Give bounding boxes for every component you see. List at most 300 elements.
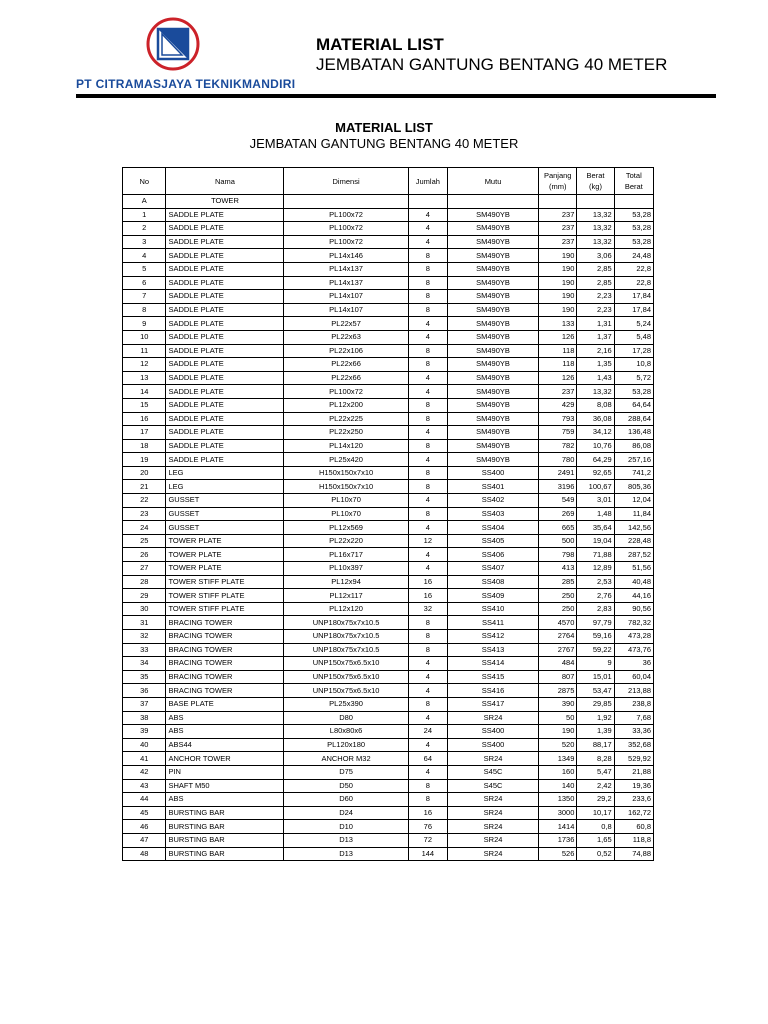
cell-nama: SADDLE PLATE [166,303,284,317]
cell-no: 13 [123,371,166,385]
cell-mutu: SS410 [448,602,539,616]
table-row [123,398,654,412]
table-row [123,779,654,793]
cell-mutu: SM490YB [448,317,539,331]
cell-no: 14 [123,385,166,399]
cell-no: 21 [123,480,166,494]
cell-no: 19 [123,453,166,467]
cell-total: 11,84 [614,507,653,521]
cell-berat: 36,08 [577,412,614,426]
cell-dimensi: PL100x72 [284,385,408,399]
cell-jumlah: 8 [408,439,447,453]
cell-panjang: 237 [539,235,577,249]
cell-jumlah: 8 [408,344,447,358]
cell-total: 782,32 [614,616,653,630]
cell-dimensi: D10 [284,820,408,834]
cell-jumlah: 4 [408,657,447,671]
table-row [123,235,654,249]
cell-no: 11 [123,344,166,358]
col-header-nama: Nama [166,168,284,195]
cell-panjang: 1736 [539,833,577,847]
table-row [123,711,654,725]
cell-no: 4 [123,249,166,263]
cell-berat: 2,42 [577,779,614,793]
cell-mutu: SM490YB [448,235,539,249]
cell-panjang: 1349 [539,752,577,766]
cell-berat: 3,01 [577,494,614,508]
cell-panjang: 190 [539,303,577,317]
cell-berat: 100,67 [577,480,614,494]
cell-total: 60,8 [614,820,653,834]
document-title: MATERIAL LIST [335,120,433,135]
cell-jumlah: 4 [408,684,447,698]
cell-dimensi: ANCHOR M32 [284,752,408,766]
table-row [123,412,654,426]
cell-mutu: SR24 [448,711,539,725]
cell-no: 28 [123,575,166,589]
table-row [123,725,654,739]
cell-no: 48 [123,847,166,861]
cell-mutu: SR24 [448,820,539,834]
cell-nama: SADDLE PLATE [166,235,284,249]
cell-total: 17,84 [614,303,653,317]
cell-mutu: SS409 [448,589,539,603]
table-row [123,630,654,644]
cell-panjang: 160 [539,765,577,779]
cell-no: 27 [123,562,166,576]
cell-total: 805,36 [614,480,653,494]
cell-no: 10 [123,330,166,344]
cell-mutu: SS413 [448,643,539,657]
cell-total: 17,28 [614,344,653,358]
cell-no: 33 [123,643,166,657]
cell-dimensi: PL10x70 [284,507,408,521]
cell-no: 39 [123,725,166,739]
cell-no: 38 [123,711,166,725]
table-row [123,738,654,752]
table-row [123,480,654,494]
header-divider [76,94,716,98]
cell-nama: ABS44 [166,738,284,752]
cell-mutu: SM490YB [448,453,539,467]
cell-jumlah: 4 [408,670,447,684]
cell-total: 21,88 [614,765,653,779]
cell-jumlah: 8 [408,793,447,807]
cell-nama: BURSTING BAR [166,806,284,820]
cell-panjang: 126 [539,330,577,344]
cell-berat: 8,28 [577,752,614,766]
cell-panjang: 133 [539,317,577,331]
cell-jumlah: 16 [408,806,447,820]
cell-mutu: SS400 [448,725,539,739]
cell-no: 32 [123,630,166,644]
cell-jumlah: 4 [408,330,447,344]
cell-jumlah: 4 [408,494,447,508]
cell-jumlah: 4 [408,371,447,385]
cell-no: 8 [123,303,166,317]
cell-total: 473,76 [614,643,653,657]
cell-jumlah: 4 [408,711,447,725]
cell-jumlah: 24 [408,725,447,739]
cell-nama: SADDLE PLATE [166,222,284,236]
cell-jumlah: 8 [408,616,447,630]
table-row [123,793,654,807]
cell-panjang: 793 [539,412,577,426]
cell-no: 12 [123,358,166,372]
cell-no: 47 [123,833,166,847]
cell-panjang: 807 [539,670,577,684]
cell-panjang: 118 [539,358,577,372]
table-row [123,670,654,684]
cell-berat: 1,37 [577,330,614,344]
cell-dimensi: D50 [284,779,408,793]
cell-dimensi: PL22x63 [284,330,408,344]
cell-panjang: 269 [539,507,577,521]
cell-mutu: S45C [448,765,539,779]
cell-mutu: SR24 [448,806,539,820]
company-logo-icon [146,17,200,71]
cell-mutu: SS412 [448,630,539,644]
cell-nama: SHAFT M50 [166,779,284,793]
cell-panjang: 2767 [539,643,577,657]
cell-berat: 1,43 [577,371,614,385]
cell-total: 233,6 [614,793,653,807]
table-row [123,290,654,304]
cell-panjang: 2764 [539,630,577,644]
cell-total: 74,88 [614,847,653,861]
cell-panjang: 549 [539,494,577,508]
cell-berat: 1,31 [577,317,614,331]
cell-no: 31 [123,616,166,630]
cell-nama: BRACING TOWER [166,643,284,657]
cell-dimensi: H150x150x7x10 [284,466,408,480]
cell-no: 36 [123,684,166,698]
cell-panjang: 429 [539,398,577,412]
cell-total: 257,16 [614,453,653,467]
cell-jumlah: 4 [408,453,447,467]
table-row [123,262,654,276]
cell-jumlah: 8 [408,697,447,711]
cell-no: 42 [123,765,166,779]
cell-mutu: SM490YB [448,371,539,385]
cell-no: 9 [123,317,166,331]
col-header-berat: Berat (kg) [577,168,614,195]
cell-dimensi: PL14x137 [284,262,408,276]
cell-no: 3 [123,235,166,249]
table-row [123,222,654,236]
cell-dimensi: PL12x569 [284,521,408,535]
cell-panjang: 2875 [539,684,577,698]
cell-jumlah: 8 [408,630,447,644]
cell-panjang: 126 [539,371,577,385]
cell-dimensi: PL25x420 [284,453,408,467]
col-header-mutu: Mutu [448,168,539,195]
empty-cell [577,195,614,209]
cell-berat: 10,17 [577,806,614,820]
cell-berat: 1,65 [577,833,614,847]
cell-berat: 1,48 [577,507,614,521]
cell-total: 53,28 [614,208,653,222]
table-row [123,330,654,344]
cell-total: 24,48 [614,249,653,263]
table-row [123,575,654,589]
cell-panjang: 390 [539,697,577,711]
cell-nama: SADDLE PLATE [166,371,284,385]
cell-total: 36 [614,657,653,671]
cell-total: 741,2 [614,466,653,480]
cell-dimensi: PL10x70 [284,494,408,508]
cell-berat: 92,65 [577,466,614,480]
cell-nama: SADDLE PLATE [166,344,284,358]
table-row [123,548,654,562]
cell-jumlah: 72 [408,833,447,847]
cell-mutu: SM490YB [448,208,539,222]
cell-jumlah: 8 [408,480,447,494]
cell-berat: 13,32 [577,208,614,222]
cell-nama: SADDLE PLATE [166,276,284,290]
cell-berat: 13,32 [577,235,614,249]
cell-mutu: SM490YB [448,439,539,453]
cell-total: 287,52 [614,548,653,562]
cell-berat: 35,64 [577,521,614,535]
cell-total: 136,48 [614,426,653,440]
cell-berat: 1,35 [577,358,614,372]
cell-panjang: 285 [539,575,577,589]
cell-mutu: SR24 [448,833,539,847]
cell-berat: 8,08 [577,398,614,412]
cell-no: 1 [123,208,166,222]
cell-dimensi: PL14x107 [284,303,408,317]
cell-jumlah: 8 [408,262,447,276]
table-body [123,195,654,861]
table-row [123,602,654,616]
cell-no: 35 [123,670,166,684]
cell-total: 118,8 [614,833,653,847]
cell-jumlah: 4 [408,385,447,399]
cell-panjang: 413 [539,562,577,576]
cell-panjang: 520 [539,738,577,752]
cell-dimensi: D13 [284,833,408,847]
cell-jumlah: 8 [408,303,447,317]
cell-berat: 2,23 [577,290,614,304]
cell-total: 162,72 [614,806,653,820]
cell-jumlah: 8 [408,358,447,372]
table-row [123,847,654,861]
cell-total: 51,56 [614,562,653,576]
cell-total: 12,04 [614,494,653,508]
cell-dimensi: PL12x94 [284,575,408,589]
document-subtitle: JEMBATAN GANTUNG BENTANG 40 METER [249,136,519,151]
cell-nama: SADDLE PLATE [166,262,284,276]
cell-no: 34 [123,657,166,671]
empty-cell [284,195,408,209]
section-name: TOWER [166,195,284,209]
cell-nama: SADDLE PLATE [166,453,284,467]
cell-dimensi: PL22x225 [284,412,408,426]
cell-nama: GUSSET [166,507,284,521]
cell-nama: SADDLE PLATE [166,249,284,263]
table-row [123,494,654,508]
cell-jumlah: 4 [408,317,447,331]
cell-mutu: SS402 [448,494,539,508]
cell-dimensi: L80x80x6 [284,725,408,739]
table-row [123,684,654,698]
table-row [123,358,654,372]
cell-dimensi: PL100x72 [284,208,408,222]
cell-total: 33,36 [614,725,653,739]
cell-mutu: SS400 [448,738,539,752]
cell-dimensi: UNP180x75x7x10.5 [284,643,408,657]
cell-berat: 0,52 [577,847,614,861]
cell-mutu: SS408 [448,575,539,589]
cell-total: 529,92 [614,752,653,766]
cell-no: 23 [123,507,166,521]
cell-total: 352,68 [614,738,653,752]
cell-dimensi: PL16x717 [284,548,408,562]
cell-total: 19,36 [614,779,653,793]
cell-dimensi: PL120x180 [284,738,408,752]
table-row [123,752,654,766]
cell-jumlah: 16 [408,575,447,589]
cell-berat: 29,85 [577,697,614,711]
cell-berat: 29,2 [577,793,614,807]
cell-total: 53,28 [614,222,653,236]
cell-panjang: 237 [539,222,577,236]
table-row [123,657,654,671]
empty-cell [539,195,577,209]
cell-jumlah: 8 [408,412,447,426]
cell-jumlah: 12 [408,534,447,548]
cell-panjang: 250 [539,602,577,616]
cell-dimensi: UNP180x75x7x10.5 [284,630,408,644]
section-row [123,195,654,209]
cell-no: 22 [123,494,166,508]
cell-jumlah: 4 [408,208,447,222]
table-row [123,534,654,548]
cell-berat: 9 [577,657,614,671]
cell-total: 22,8 [614,262,653,276]
section-no: A [123,195,166,209]
cell-panjang: 3000 [539,806,577,820]
cell-jumlah: 76 [408,820,447,834]
cell-panjang: 190 [539,725,577,739]
cell-jumlah: 8 [408,507,447,521]
table-row [123,317,654,331]
cell-no: 24 [123,521,166,535]
cell-dimensi: H150x150x7x10 [284,480,408,494]
cell-mutu: SS417 [448,697,539,711]
cell-berat: 2,53 [577,575,614,589]
cell-no: 16 [123,412,166,426]
material-table [122,167,654,861]
cell-berat: 2,83 [577,602,614,616]
cell-panjang: 526 [539,847,577,861]
cell-berat: 59,22 [577,643,614,657]
cell-panjang: 1350 [539,793,577,807]
table-row [123,616,654,630]
cell-mutu: SM490YB [448,290,539,304]
cell-no: 40 [123,738,166,752]
cell-total: 17,84 [614,290,653,304]
cell-total: 5,72 [614,371,653,385]
table-header-row [123,168,654,195]
table-row [123,507,654,521]
cell-mutu: SM490YB [448,412,539,426]
table-row [123,385,654,399]
header-title: MATERIAL LIST [316,35,444,54]
table-row [123,589,654,603]
cell-nama: BRACING TOWER [166,670,284,684]
cell-total: 5,24 [614,317,653,331]
cell-nama: SADDLE PLATE [166,426,284,440]
cell-nama: BURSTING BAR [166,820,284,834]
cell-berat: 2,76 [577,589,614,603]
cell-no: 17 [123,426,166,440]
cell-mutu: SS400 [448,466,539,480]
cell-dimensi: PL14x120 [284,439,408,453]
cell-nama: TOWER PLATE [166,534,284,548]
cell-nama: TOWER PLATE [166,562,284,576]
cell-dimensi: PL22x57 [284,317,408,331]
table-row [123,303,654,317]
cell-jumlah: 32 [408,602,447,616]
table-row [123,466,654,480]
cell-berat: 19,04 [577,534,614,548]
cell-total: 5,48 [614,330,653,344]
cell-no: 5 [123,262,166,276]
header-subtitle: JEMBATAN GANTUNG BENTANG 40 METER [316,55,668,74]
cell-panjang: 484 [539,657,577,671]
cell-berat: 0,8 [577,820,614,834]
cell-berat: 1,92 [577,711,614,725]
cell-total: 288,64 [614,412,653,426]
cell-panjang: 190 [539,290,577,304]
cell-dimensi: D80 [284,711,408,725]
cell-mutu: SS411 [448,616,539,630]
cell-nama: ABS [166,793,284,807]
cell-panjang: 1414 [539,820,577,834]
cell-nama: ABS [166,725,284,739]
cell-dimensi: PL12x200 [284,398,408,412]
cell-no: 2 [123,222,166,236]
table-row [123,249,654,263]
cell-panjang: 237 [539,208,577,222]
cell-mutu: S45C [448,779,539,793]
cell-berat: 88,17 [577,738,614,752]
cell-panjang: 2491 [539,466,577,480]
cell-total: 90,56 [614,602,653,616]
cell-nama: SADDLE PLATE [166,412,284,426]
table-row [123,344,654,358]
cell-total: 473,28 [614,630,653,644]
cell-dimensi: D75 [284,765,408,779]
col-header-jumlah: Jumlah [408,168,447,195]
table-row [123,426,654,440]
cell-total: 213,88 [614,684,653,698]
cell-total: 238,8 [614,697,653,711]
cell-dimensi: D24 [284,806,408,820]
cell-no: 46 [123,820,166,834]
table-row [123,371,654,385]
cell-berat: 13,32 [577,222,614,236]
table-row [123,806,654,820]
cell-no: 25 [123,534,166,548]
table-row [123,439,654,453]
cell-mutu: SM490YB [448,385,539,399]
cell-no: 26 [123,548,166,562]
cell-total: 64,64 [614,398,653,412]
cell-nama: SADDLE PLATE [166,385,284,399]
